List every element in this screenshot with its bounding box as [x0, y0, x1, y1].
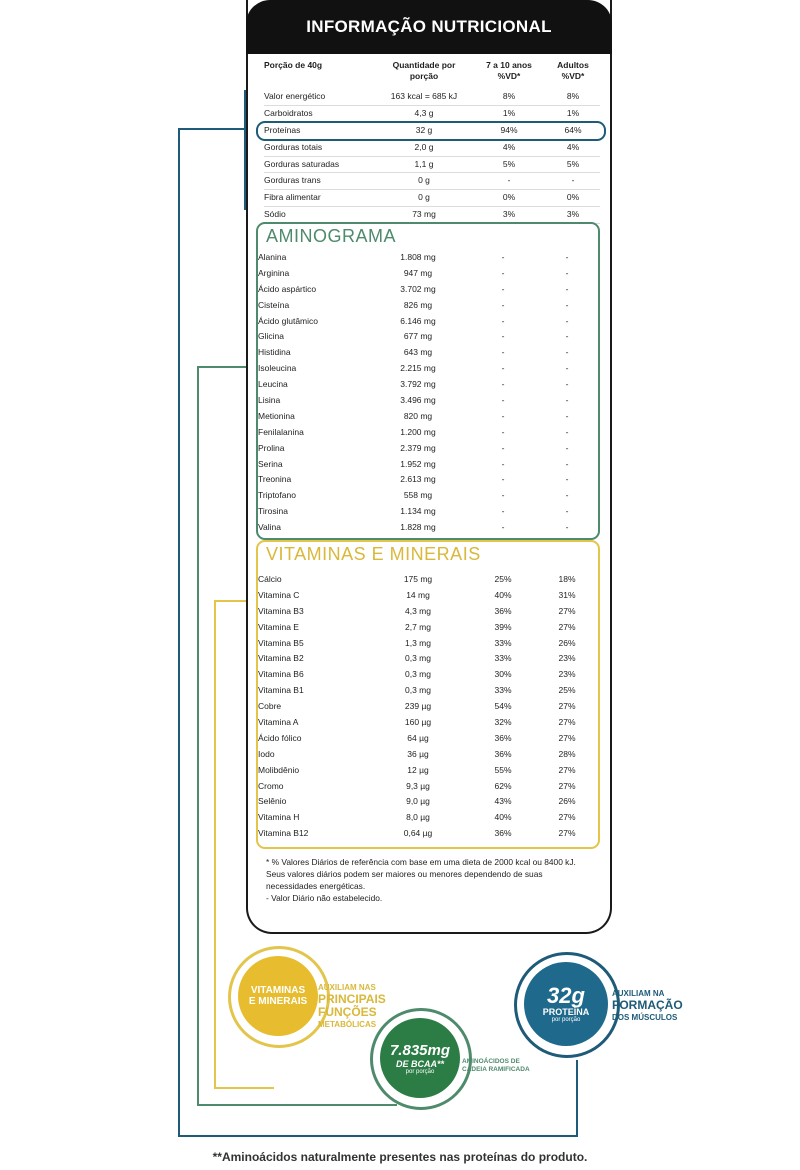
- amino-row-qty: 1.952 mg: [400, 458, 436, 469]
- amino-row: [258, 488, 598, 504]
- amino-row: [258, 520, 598, 536]
- vitamin-row-qty: 160 µg: [404, 717, 432, 728]
- footnote-line: Seus valores diários podem ser maiores ou menores dependendo de suas: [266, 869, 543, 879]
- amino-row-adults: -: [565, 474, 569, 485]
- vitamin-row-adults: 28%: [558, 748, 576, 759]
- amino-row-qty: 826 mg: [403, 299, 433, 310]
- nutrition-panel: [246, 0, 612, 934]
- amino-row-kids: -: [501, 283, 505, 294]
- footnote-line: - Valor Diário não estabelecido.: [266, 893, 383, 903]
- footnote-line: * % Valores Diários de referência com base em uma dieta de 2000 kcal ou 8400 kJ.: [266, 857, 576, 867]
- nutrient-row-name: Fibra alimentar: [264, 192, 321, 203]
- amino-row-adults: -: [565, 458, 569, 469]
- protein-caption-line: FORMAÇÃO: [612, 998, 683, 1012]
- aminogram-title: AMINOGRAMA: [266, 226, 397, 246]
- vitamins-connector-v: [214, 600, 216, 1088]
- amino-row-kids: -: [501, 410, 505, 421]
- vitamin-row-kids: 40%: [494, 589, 512, 600]
- amino-row: [258, 314, 598, 330]
- vitamin-row-name: Vitamina B12: [258, 828, 309, 839]
- amino-row-kids: -: [501, 522, 505, 533]
- vitamin-row-adults: 27%: [558, 621, 576, 632]
- vitamin-row-adults: 26%: [558, 796, 576, 807]
- vitamin-row-adults: 25%: [558, 685, 576, 696]
- vitamin-row: [258, 779, 598, 795]
- amino-row-qty: 947 mg: [403, 267, 433, 278]
- vitamin-row-name: Ácido fólico: [258, 732, 302, 743]
- amino-row: [258, 393, 598, 409]
- amino-row-qty: 6.146 mg: [400, 315, 436, 326]
- amino-row-adults: -: [565, 426, 569, 437]
- vitamin-row: [258, 667, 598, 683]
- vitamin-row-kids: 36%: [494, 732, 512, 743]
- vitamin-row: [258, 683, 598, 699]
- amino-row-name: Treonina: [258, 474, 292, 485]
- nutrient-row-kids: 8%: [502, 91, 516, 101]
- vitamin-row: [258, 826, 598, 842]
- amino-row-qty: 1.200 mg: [400, 426, 436, 437]
- amino-row-adults: -: [565, 363, 569, 374]
- amino-row: [258, 425, 598, 441]
- nutrient-row-name: Proteínas: [264, 124, 301, 135]
- vitamin-row-name: Cobre: [258, 701, 282, 712]
- nutrient-row: [264, 89, 600, 106]
- vitamin-row-adults: 27%: [558, 828, 576, 839]
- nutrient-row: [264, 140, 600, 157]
- amino-row-kids: -: [501, 490, 505, 501]
- footnote-line: necessidades energéticas.: [266, 881, 366, 891]
- bcaa-label: DE BCAA**: [395, 1058, 444, 1069]
- vitamin-row-name: Cromo: [258, 780, 284, 791]
- amino-row-adults: -: [565, 395, 569, 406]
- vitamins-badge-line2: E MINERAIS: [248, 996, 308, 1007]
- vitamin-row-adults: 27%: [558, 780, 576, 791]
- amino-row-name: Ácido glutâmico: [258, 315, 319, 326]
- amino-row-qty: 3.496 mg: [400, 395, 436, 406]
- amino-row-adults: -: [565, 331, 569, 342]
- amino-row-qty: 1.828 mg: [400, 522, 436, 533]
- bcaa-connector-bottom: [197, 1104, 397, 1106]
- vitamin-row-qty: 9,3 µg: [406, 780, 430, 791]
- amino-row: [258, 472, 598, 488]
- basic-rows: [264, 89, 600, 224]
- amino-row-name: Leucina: [258, 379, 288, 390]
- nutrient-row-qty: 163 kcal = 685 kJ: [390, 91, 458, 101]
- protein-value: 32g: [547, 983, 585, 1008]
- amino-row-name: Triptofano: [258, 490, 296, 501]
- vitamin-row-qty: 64 µg: [407, 732, 429, 743]
- amino-row: [258, 329, 598, 345]
- amino-row: [258, 504, 598, 520]
- vitamin-row: [258, 810, 598, 826]
- vitamin-row-qty: 0,3 mg: [405, 653, 431, 664]
- amino-row-name: Ácido aspártico: [258, 283, 317, 294]
- nutrient-row-qty: 4,3 g: [414, 107, 434, 118]
- nutrient-row-name: Gorduras saturadas: [264, 158, 340, 169]
- amino-row-kids: -: [501, 331, 505, 342]
- nutrient-row-adults: 3%: [566, 209, 580, 220]
- vitamins-rows: [258, 572, 598, 842]
- amino-row-qty: 558 mg: [403, 490, 433, 501]
- amino-row: [258, 298, 598, 314]
- vitamin-row-adults: 27%: [558, 764, 576, 775]
- vitamin-row-qty: 12 µg: [407, 764, 429, 775]
- vitamin-row-kids: 39%: [494, 621, 512, 632]
- amino-row-adults: -: [565, 283, 569, 294]
- amino-row-kids: -: [501, 347, 505, 358]
- vitamins-badge-line1: VITAMINAS: [250, 985, 306, 996]
- vitamin-row-name: Molibdênio: [258, 764, 300, 775]
- vitamin-row-adults: 27%: [558, 812, 576, 823]
- amino-row-qty: 2.379 mg: [400, 442, 436, 453]
- amino-row-kids: -: [501, 506, 505, 517]
- header-kids: 7 a 10 anos %VD*: [486, 60, 532, 81]
- vitamin-row-kids: 43%: [494, 796, 512, 807]
- protein-sub: por porção: [551, 1017, 581, 1023]
- amino-row-name: Prolina: [258, 442, 285, 453]
- amino-row-qty: 3.702 mg: [400, 283, 436, 294]
- vitamin-row-adults: 27%: [558, 717, 576, 728]
- vitamins-badge-caption: [318, 982, 386, 1030]
- vitamin-row-adults: 23%: [558, 669, 576, 680]
- vitamin-row-name: Vitamina A: [258, 717, 299, 728]
- amino-row-name: Alanina: [258, 252, 287, 262]
- nutrient-row-kids: 4%: [502, 141, 516, 152]
- bottom-note: **Aminoácidos naturalmente presentes nas proteínas do produto.: [212, 1150, 588, 1164]
- amino-row-kids: -: [501, 252, 505, 262]
- vitamin-row-adults: 27%: [558, 732, 576, 743]
- amino-row-kids: -: [501, 474, 505, 485]
- vitamin-row-kids: 30%: [494, 669, 512, 680]
- protein-caption-line: AUXILIAM NA: [612, 989, 665, 998]
- nutrient-row-qty: 32 g: [415, 124, 433, 135]
- bcaa-badge: [380, 1018, 460, 1098]
- vitamin-row-name: Cálcio: [258, 574, 282, 584]
- protein-label: PROTEÍNA: [542, 1007, 590, 1017]
- header-adults: Adultos %VD*: [557, 60, 589, 81]
- vitamins-caption-line: AUXILIAM NAS: [318, 983, 376, 992]
- amino-row-name: Cisteína: [258, 299, 290, 310]
- vitamins-caption-line: FUNÇÕES: [318, 1005, 377, 1019]
- amino-row: [258, 282, 598, 298]
- vitamin-row-kids: 32%: [494, 717, 512, 728]
- vitamin-row-name: Vitamina E: [258, 621, 299, 632]
- nutrient-row-kids: 5%: [502, 158, 516, 169]
- vitamin-row-qty: 0,64 µg: [403, 828, 433, 839]
- bcaa-caption-line: AMINOÁCIDOS DE: [462, 1058, 520, 1065]
- aminogram-rows: [258, 250, 598, 536]
- nutrient-row-adults: 8%: [566, 91, 580, 101]
- vitamin-row-qty: 2,7 mg: [405, 621, 431, 632]
- protein-connector-up: [576, 1060, 578, 1137]
- vitamin-row-qty: 8,0 µg: [406, 812, 430, 823]
- vitamin-row: [258, 763, 598, 779]
- nutrient-row-name: Valor energético: [264, 91, 326, 101]
- bcaa-sub: por porção: [405, 1068, 435, 1075]
- amino-row: [258, 345, 598, 361]
- vitamin-row-kids: 36%: [494, 828, 512, 839]
- vitamin-row-kids: 62%: [494, 780, 512, 791]
- vitamin-row-name: Selênio: [258, 796, 287, 807]
- vitamin-row-kids: 33%: [494, 637, 512, 648]
- amino-row: [258, 361, 598, 377]
- amino-row-qty: 1.134 mg: [400, 506, 436, 517]
- vitamin-row-adults: 31%: [558, 589, 576, 600]
- amino-row-adults: -: [565, 379, 569, 390]
- amino-row-adults: -: [565, 347, 569, 358]
- vitamin-row: [258, 731, 598, 747]
- nutrient-row-name: Sódio: [264, 209, 286, 220]
- protein-badge: [524, 962, 608, 1046]
- vitamin-row-adults: 23%: [558, 653, 576, 664]
- protein-highlight: [256, 121, 606, 141]
- amino-row-adults: -: [565, 506, 569, 517]
- amino-row-kids: -: [501, 379, 505, 390]
- vitamin-row-qty: 36 µg: [407, 748, 429, 759]
- vitamin-row: [258, 636, 598, 652]
- nutrient-row-name: Gorduras trans: [264, 175, 321, 186]
- bcaa-caption-line: CADEIA RAMIFICADA: [462, 1066, 530, 1073]
- vitamin-row-kids: 33%: [494, 653, 512, 664]
- nutrient-row-qty: 0 g: [418, 175, 430, 186]
- amino-row-adults: -: [565, 299, 569, 310]
- aminogram-section: [256, 222, 600, 540]
- amino-row-name: Lisina: [258, 395, 281, 406]
- nutrient-row-qty: 1,1 g: [414, 158, 434, 169]
- bcaa-value: 7.835mg: [389, 1041, 451, 1059]
- nutrient-row-name: Carboidratos: [264, 107, 313, 118]
- bcaa-badge-caption: [462, 1058, 530, 1074]
- protein-caption-line: DOS MÚSCULOS: [612, 1013, 678, 1022]
- amino-row: [258, 266, 598, 282]
- vitamin-row-qty: 1,3 mg: [405, 637, 431, 648]
- amino-row-adults: -: [565, 410, 569, 421]
- nutrient-row-adults: -: [571, 175, 575, 186]
- protein-badge-caption: [612, 988, 683, 1023]
- nutrient-row: [264, 173, 600, 190]
- amino-row-kids: -: [501, 315, 505, 326]
- nutrient-row-kids: 3%: [502, 209, 516, 220]
- vitamin-row-qty: 239 µg: [404, 701, 432, 712]
- amino-row-qty: 820 mg: [403, 410, 433, 421]
- nutrient-row-qty: 2,0 g: [414, 141, 434, 152]
- nutrient-row-name: Gorduras totais: [264, 141, 323, 152]
- amino-row: [258, 409, 598, 425]
- amino-row-name: Arginina: [258, 267, 290, 278]
- amino-row-kids: -: [501, 458, 505, 469]
- amino-row-kids: -: [501, 363, 505, 374]
- vitamins-caption-line: METABÓLICAS: [318, 1020, 377, 1029]
- panel-title: INFORMAÇÃO NUTRICIONAL: [246, 0, 612, 54]
- vitamin-row: [258, 794, 598, 810]
- nutrient-row: [264, 157, 600, 174]
- amino-row-qty: 677 mg: [403, 331, 433, 342]
- vitamin-row: [258, 588, 598, 604]
- footnote: [266, 856, 598, 904]
- nutrient-row-adults: 4%: [566, 141, 580, 152]
- table-header: [264, 60, 600, 92]
- amino-row-name: Isoleucina: [258, 363, 297, 374]
- amino-row-adults: -: [565, 442, 569, 453]
- amino-row: [258, 377, 598, 393]
- nutrient-row-kids: -: [507, 175, 511, 186]
- vitamin-row-qty: 0,3 mg: [405, 685, 431, 696]
- amino-row-kids: -: [501, 442, 505, 453]
- amino-row-adults: -: [565, 267, 569, 278]
- nutrient-row-kids: 0%: [502, 192, 516, 203]
- amino-row-name: Valina: [258, 522, 281, 533]
- vitamin-row-adults: 27%: [558, 701, 576, 712]
- nutrient-row-kids: 1%: [502, 107, 516, 118]
- protein-connector-v: [178, 128, 180, 1136]
- amino-row-kids: -: [501, 426, 505, 437]
- vitamin-row-kids: 40%: [494, 812, 512, 823]
- amino-row-name: Serina: [258, 458, 283, 469]
- vitamin-row-qty: 9,0 µg: [406, 796, 430, 807]
- vitamin-row: [258, 747, 598, 763]
- nutrient-row-qty: 73 mg: [412, 209, 436, 220]
- vitamin-row-name: Vitamina H: [258, 812, 300, 823]
- vitamins-title: VITAMINAS E MINERAIS: [266, 544, 481, 564]
- vitamin-row-name: Vitamina B6: [258, 669, 304, 680]
- protein-connector-bottom: [178, 1135, 578, 1137]
- amino-row-qty: 2.215 mg: [400, 363, 436, 374]
- amino-row-adults: -: [565, 490, 569, 501]
- vitamin-row-kids: 36%: [494, 605, 512, 616]
- vitamin-row-name: Vitamina B1: [258, 685, 304, 696]
- vitamin-row-adults: 18%: [558, 574, 576, 584]
- vitamin-row-qty: 0,3 mg: [405, 669, 431, 680]
- vitamin-row-qty: 4,3 mg: [405, 605, 431, 616]
- vitamin-row-name: Vitamina B3: [258, 605, 304, 616]
- vitamin-row: [258, 572, 598, 588]
- amino-row-qty: 643 mg: [403, 347, 433, 358]
- nutrient-row-adults: 64%: [564, 124, 582, 135]
- amino-row-qty: 3.792 mg: [400, 379, 436, 390]
- amino-row-name: Glicina: [258, 331, 284, 342]
- amino-row-adults: -: [565, 522, 569, 533]
- vitamin-row: [258, 651, 598, 667]
- nutrient-row: [264, 190, 600, 207]
- nutrient-row-adults: 5%: [566, 158, 580, 169]
- vitamin-row-kids: 55%: [494, 764, 512, 775]
- nutrient-row-adults: 1%: [566, 107, 580, 118]
- vitamin-row: [258, 620, 598, 636]
- amino-row: [258, 250, 598, 266]
- amino-row-kids: -: [501, 395, 505, 406]
- vitamin-row-adults: 26%: [558, 637, 576, 648]
- vitamin-row-kids: 33%: [494, 685, 512, 696]
- amino-row-name: Fenilalanina: [258, 426, 304, 437]
- amino-row-adults: -: [565, 315, 569, 326]
- amino-row-kids: -: [501, 267, 505, 278]
- amino-row-qty: 1.808 mg: [400, 252, 436, 262]
- vitamin-row-name: Vitamina B5: [258, 637, 304, 648]
- vitamins-connector-bottom: [214, 1087, 274, 1089]
- amino-row-name: Metionina: [258, 410, 295, 421]
- amino-row: [258, 457, 598, 473]
- header-portion: Porção de 40g: [264, 60, 323, 70]
- amino-row-name: Histidina: [258, 347, 291, 358]
- amino-row: [258, 441, 598, 457]
- header-quantity: Quantidade por porção: [392, 60, 456, 81]
- bcaa-connector-v: [197, 366, 199, 1106]
- vitamin-row-name: Iodo: [258, 748, 275, 759]
- nutrient-row-qty: 0 g: [418, 192, 430, 203]
- nutrient-row-adults: 0%: [566, 192, 580, 203]
- vitamin-row-kids: 25%: [494, 574, 512, 584]
- vitamin-row-qty: 175 mg: [403, 574, 433, 584]
- amino-row-adults: -: [565, 252, 569, 262]
- vitamin-row-name: Vitamina B2: [258, 653, 304, 664]
- amino-row-qty: 2.613 mg: [400, 474, 436, 485]
- vitamins-caption-line: PRINCIPAIS: [318, 992, 386, 1006]
- vitamin-row: [258, 699, 598, 715]
- vitamin-row-name: Vitamina C: [258, 589, 300, 600]
- vitamin-row-kids: 36%: [494, 748, 512, 759]
- vitamin-row-kids: 54%: [494, 701, 512, 712]
- amino-row-name: Tirosina: [258, 506, 288, 517]
- vitamin-row-adults: 27%: [558, 605, 576, 616]
- vitamin-row: [258, 715, 598, 731]
- amino-row-kids: -: [501, 299, 505, 310]
- vitamin-row-qty: 14 mg: [406, 589, 430, 600]
- vitamins-section: [256, 540, 600, 849]
- nutrient-row-kids: 94%: [500, 124, 518, 135]
- vitamins-badge: [238, 956, 318, 1036]
- vitamin-row: [258, 604, 598, 620]
